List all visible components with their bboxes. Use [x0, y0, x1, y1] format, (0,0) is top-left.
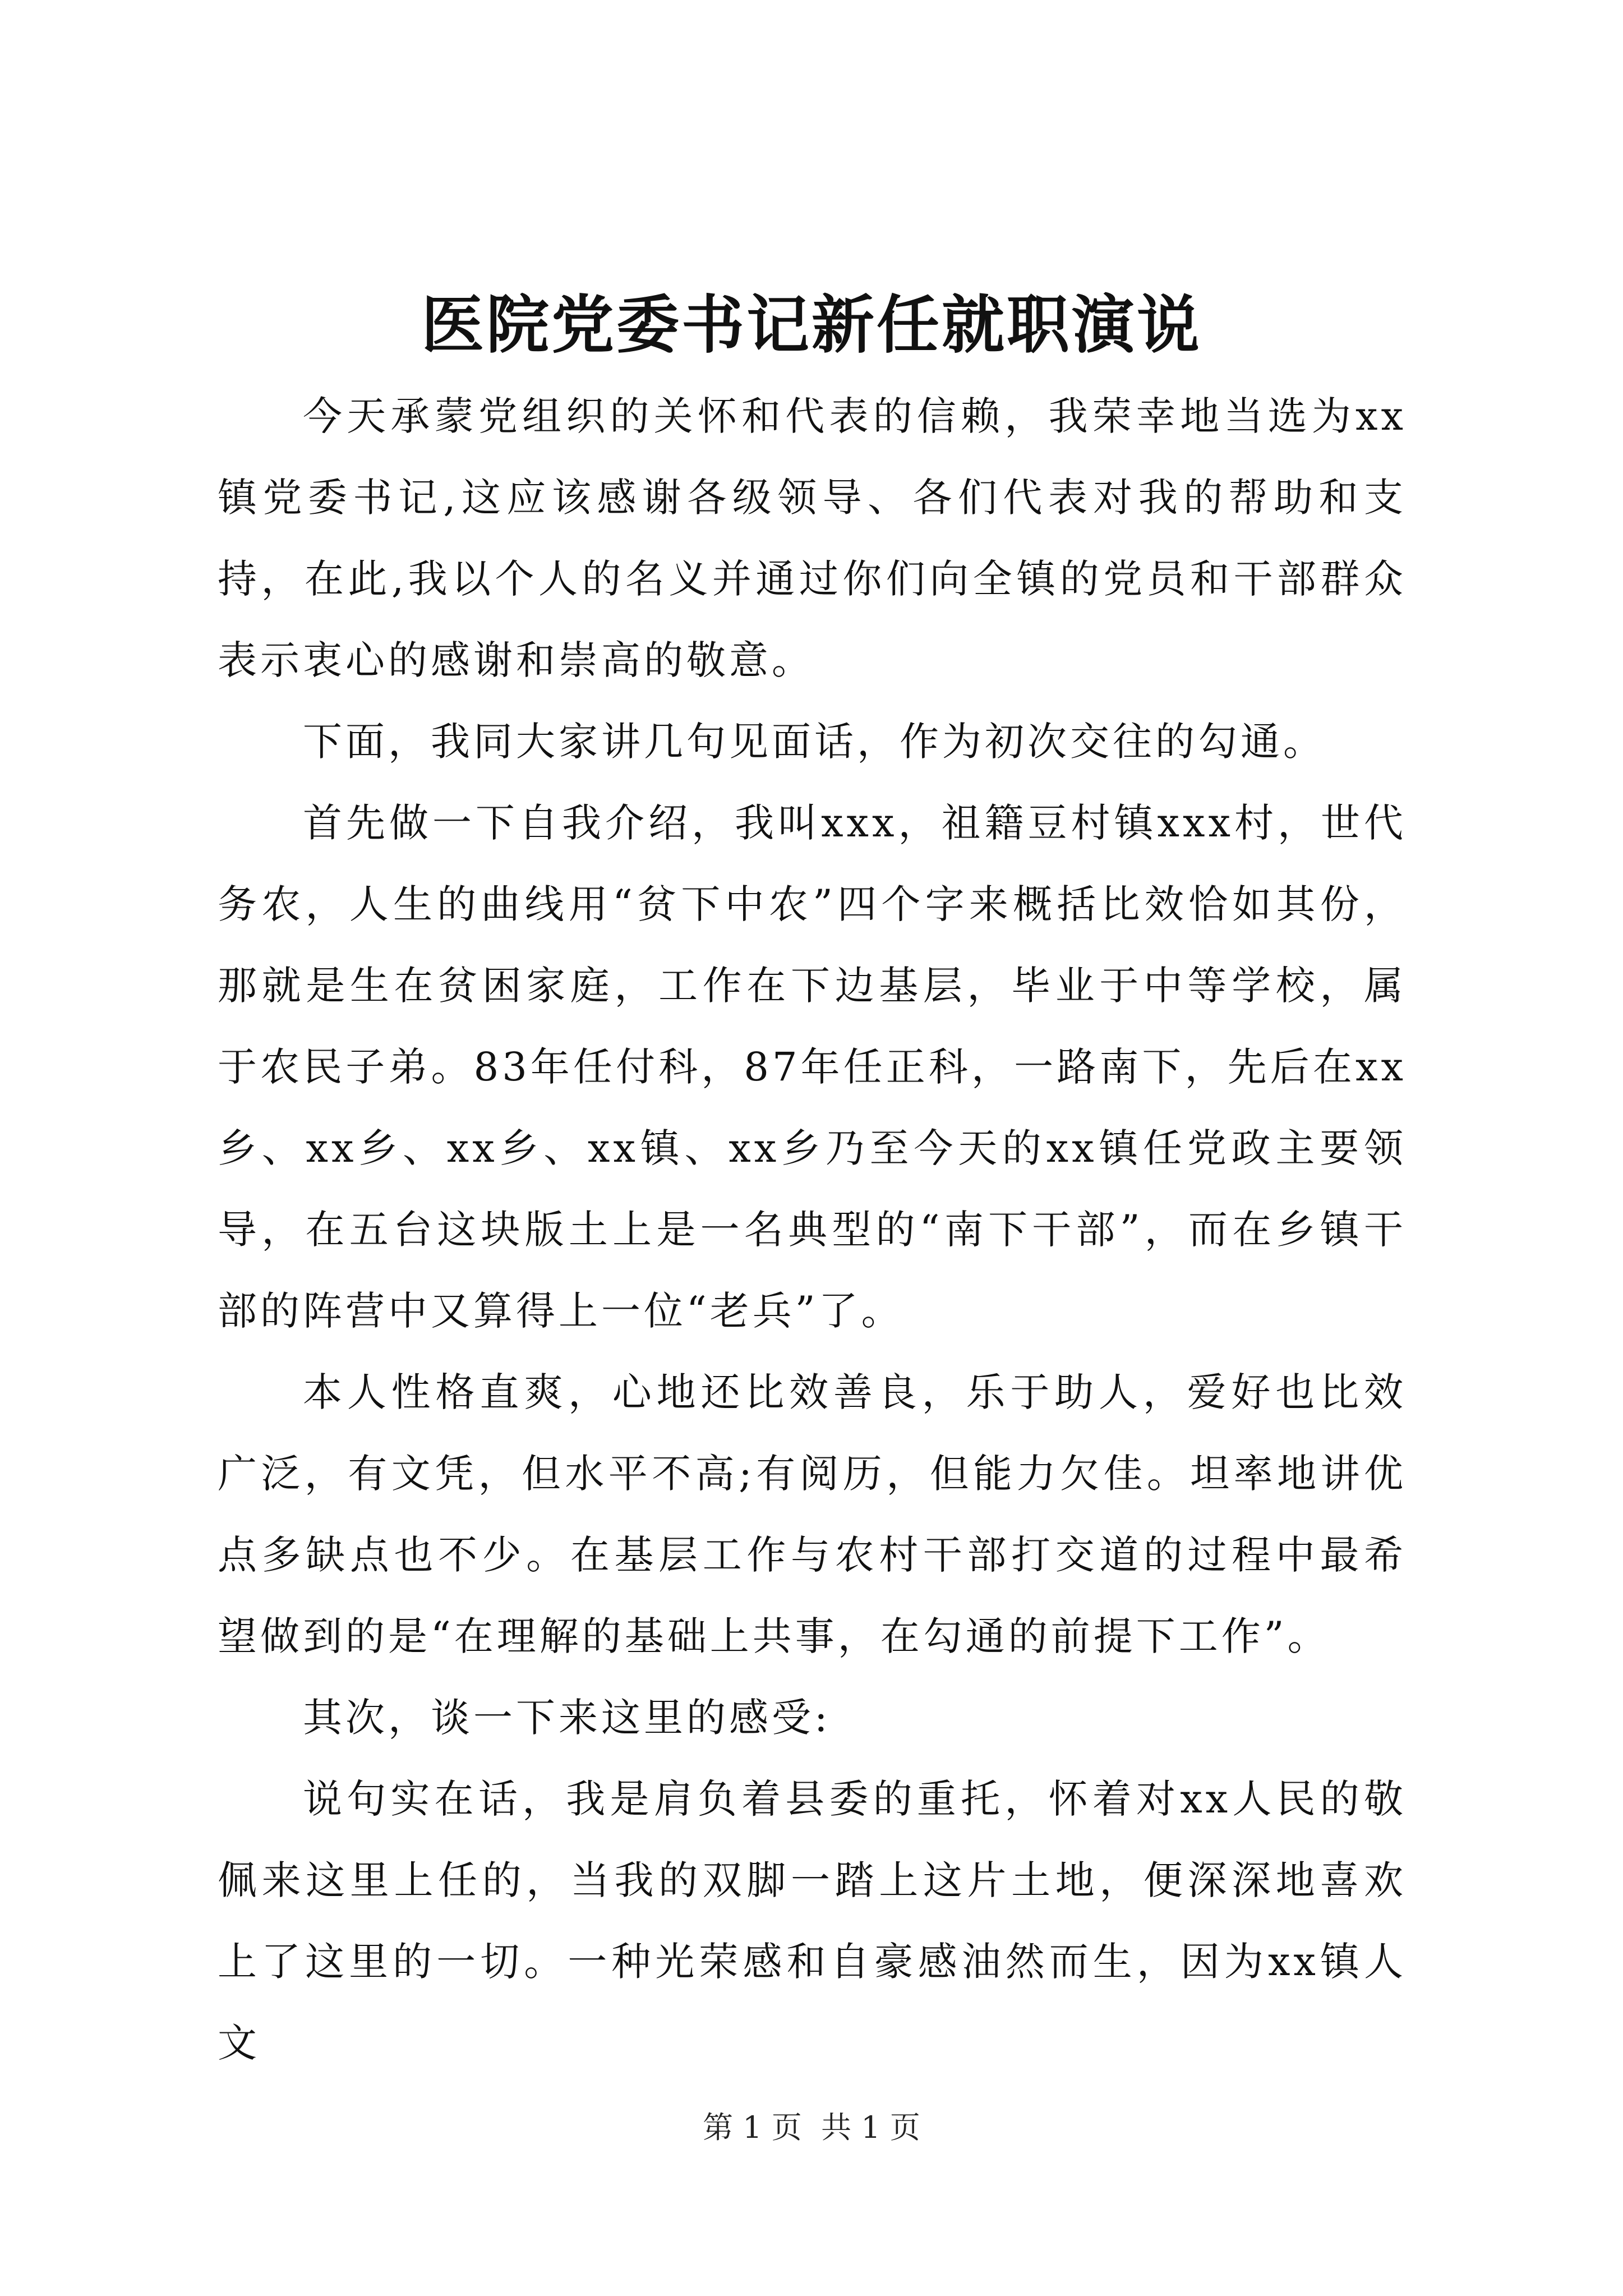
paragraph-5: 其次，谈一下来这里的感受: [303, 1695, 831, 1741]
document-body [218, 376, 1407, 2084]
page-footer: 第 1 页 共 1 页 [703, 2110, 920, 2145]
paragraph-6: 说句实在话，我是肩负着县委的重托，怀着对xx人民的敬佩来这里上任的，当我的双脚一踏上这片土地，便深深地喜欢上了这里的一切。一种光荣感和自豪感油然而生，因为xx镇人文 [218, 1776, 1407, 2066]
paragraph-3: 首先做一下自我介绍，我叫xxx，祖籍豆村镇xxx村，世代务农，人生的曲线用“贫下中农”四个字来概括比效恰如其份，那就是生在贫困家庭，工作在下边基层，毕业于中等学校，属于农民子弟。83年任付科，87年任正科，一路南下，先后在xx乡、xx乡、xx乡、xx镇、xx乡乃至今天的xx镇任党政主要领导，在五台这块版土上是一名典型的“南下干部”，而在乡镇干部的阵营中又算得上一位“老兵”了。 [218, 800, 1407, 1334]
paragraph-2: 下面，我同大家讲几句见面话，作为初次交往的勾通。 [303, 719, 1326, 765]
document-title: 医院党委书记新任就职演说 [421, 288, 1202, 362]
paragraph-4: 本人性格直爽，心地还比效善良，乐于助人，爱好也比效广泛，有文凭，但水平不高;有阅历，但能力欠佳。坦率地讲优点多缺点也不少。在基层工作与农村干部打交道的过程中最希望做到的是“在理解的基础上共事，在勾通的前提下工作”。 [218, 1369, 1407, 1659]
paragraph-1: 今天承蒙党组织的关怀和代表的信赖，我荣幸地当选为xx镇党委书记,这应该感谢各级领导、各们代表对我的帮助和支持，在此,我以个人的名义并通过你们向全镇的党员和干部群众表示衷心的感谢和崇高的敬意。 [218, 393, 1407, 683]
